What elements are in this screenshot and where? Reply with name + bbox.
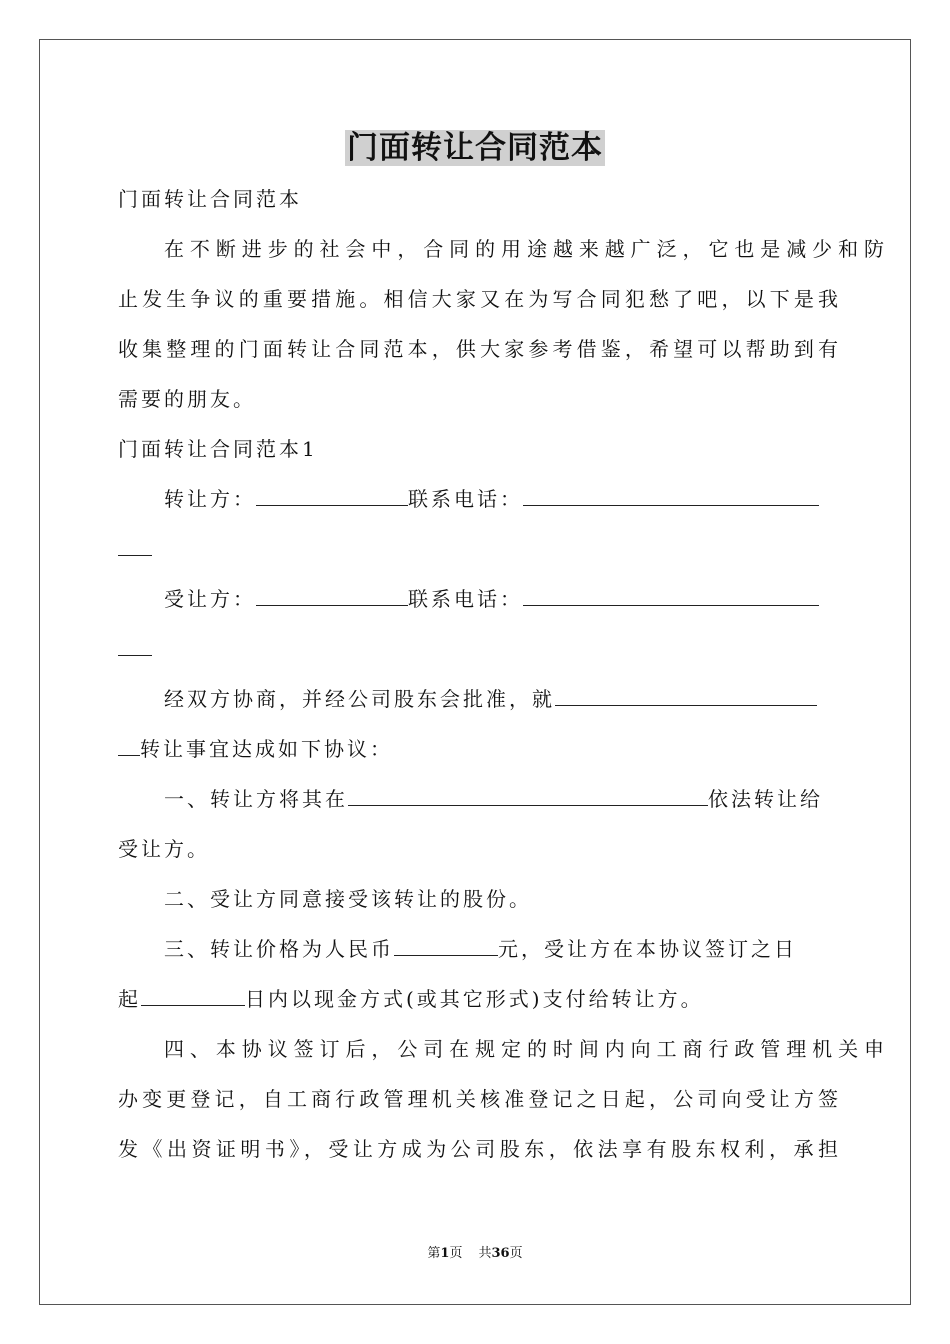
transferor-phone-label: 联系电话：	[408, 487, 523, 511]
clause-3-text-b: 元，受让方在本协议签订之日	[498, 937, 797, 961]
subject-field-cont[interactable]	[118, 737, 140, 756]
subject-field[interactable]	[555, 687, 817, 706]
share-field[interactable]	[348, 787, 708, 806]
clause-agreement-text-2: 转让事宜达成如下协议：	[140, 737, 393, 761]
intro-line-1: 在不断进步的社会中，合同的用途越来越广泛，它也是减少和防	[164, 237, 884, 261]
intro-line-2: 止发生争议的重要措施。相信大家又在为写合同犯愁了吧，以下是我	[118, 287, 838, 311]
clause-4-line-2: 办变更登记，自工商行政管理机关核准登记之日起，公司向受让方签	[118, 1087, 838, 1111]
transferor-phone-field-cont[interactable]	[118, 537, 152, 556]
clause-4-line-1: 四、本协议签订后，公司在规定的时间内向工商行政管理机关申	[164, 1037, 884, 1061]
clause-1-line-1	[118, 784, 884, 814]
document-subtitle: 门面转让合同范本	[118, 187, 302, 211]
intro-line-3: 收集整理的门面转让合同范本，供大家参考借鉴，希望可以帮助到有	[118, 337, 838, 361]
transferor-name-field[interactable]	[256, 487, 408, 506]
page-border	[39, 39, 911, 1305]
transferee-phone-field[interactable]	[523, 587, 819, 606]
footer-total-pages: 36	[491, 1246, 510, 1261]
days-field[interactable]	[141, 987, 245, 1006]
page-footer	[0, 1245, 950, 1263]
clause-3-line-1	[118, 934, 884, 964]
section-heading: 门面转让合同范本1	[118, 437, 318, 461]
footer-page-number: 1	[440, 1246, 450, 1261]
clause-1-text-a: 一、转让方将其在	[164, 787, 348, 811]
clause-agreement-line-1	[118, 684, 884, 714]
clause-2: 二、受让方同意接受该转让的股份。	[164, 887, 532, 911]
clause-agreement-line-2	[118, 734, 838, 764]
clause-3-text-c: 起	[118, 987, 141, 1011]
transferor-line	[118, 484, 884, 514]
transferee-phone-label: 联系电话：	[408, 587, 523, 611]
footer-page-suffix: 页	[449, 1246, 463, 1261]
clause-3-text-d: 日内以现金方式(或其它形式)支付给转让方。	[245, 987, 704, 1011]
footer-total-prefix: 共	[478, 1246, 492, 1261]
clause-1-text-b: 依法转让给	[708, 787, 823, 811]
transferee-line	[118, 584, 884, 614]
transferee-label: 受让方：	[164, 587, 256, 611]
footer-total-suffix: 页	[509, 1246, 523, 1261]
footer-page-prefix: 第	[427, 1246, 441, 1261]
price-field[interactable]	[394, 937, 498, 956]
clause-3-line-2	[118, 984, 838, 1014]
transferor-phone-continuation	[118, 534, 838, 564]
intro-line-4: 需要的朋友。	[118, 387, 256, 411]
clause-4-line-3: 发《出资证明书》，受让方成为公司股东，依法享有股东权利，承担	[118, 1137, 838, 1161]
transferee-phone-field-cont[interactable]	[118, 637, 152, 656]
clause-1-line-2: 受让方。	[118, 837, 210, 861]
clause-agreement-text: 经双方协商，并经公司股东会批准，就	[164, 687, 555, 711]
transferor-label: 转让方：	[164, 487, 256, 511]
transferee-phone-continuation	[118, 634, 838, 664]
transferee-name-field[interactable]	[256, 587, 408, 606]
document-title: 门面转让合同范本	[347, 130, 603, 166]
clause-3-text-a: 三、转让价格为人民币	[164, 937, 394, 961]
transferor-phone-field[interactable]	[523, 487, 819, 506]
